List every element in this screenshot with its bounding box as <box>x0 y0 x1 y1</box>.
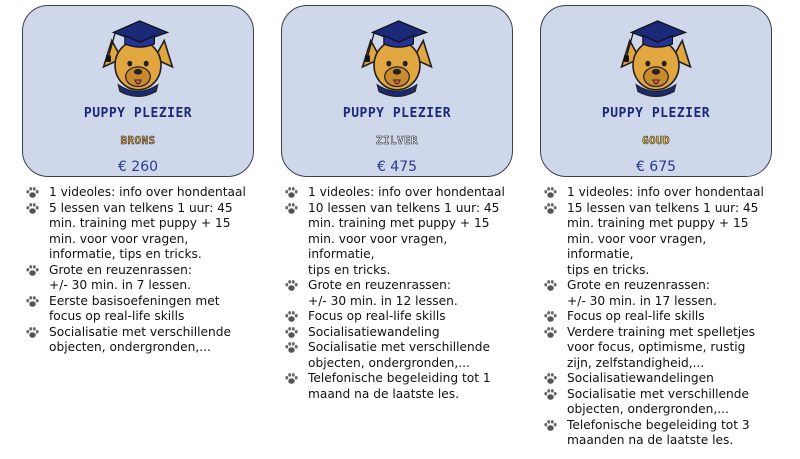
feature-list <box>281 185 517 402</box>
paw-icon <box>25 295 40 308</box>
feature-item: 1 videoles: info over hondentaal <box>540 185 776 201</box>
feature-list <box>22 185 258 356</box>
paw-icon <box>284 341 299 354</box>
graduation-dog-icon <box>97 16 179 98</box>
tier-label: GOUD <box>641 134 671 147</box>
paw-icon <box>543 326 558 339</box>
paw-icon <box>543 186 558 199</box>
brand-title: PUPPY PLEZIER <box>601 106 711 121</box>
feature-list <box>540 185 776 449</box>
feature-item: Socialisatie met verschillende objecten, ondergronden,... <box>540 387 776 418</box>
feature-item: Socialisatie met verschillende objecten, ondergronden,... <box>281 340 517 371</box>
paw-icon <box>25 202 40 215</box>
feature-item: 1 videoles: info over hondentaal <box>22 185 258 201</box>
paw-icon <box>284 326 299 339</box>
brand-title: PUPPY PLEZIER <box>83 106 193 121</box>
paw-icon <box>543 279 558 292</box>
paw-icon <box>543 372 558 385</box>
feature-item: Verdere training met spelletjes voor focus, optimisme, rustig zijn, zelfstandigheid,... <box>540 325 776 372</box>
feature-item: Telefonische begeleiding tot 3 maanden na de laatste les. <box>540 418 776 449</box>
feature-item: 5 lessen van telkens 1 uur: 45 min. training met puppy + 15 min. voor voor vragen, informatie, tips en tricks. <box>22 201 258 263</box>
package-goud <box>540 5 776 449</box>
package-card <box>22 5 254 177</box>
feature-item: 15 lessen van telkens 1 uur: 45 min. training met puppy + 15 min. voor voor vragen, informatie, tips en tricks. <box>540 201 776 279</box>
brand-title: PUPPY PLEZIER <box>342 106 452 121</box>
paw-icon <box>284 202 299 215</box>
paw-icon <box>543 419 558 432</box>
paw-icon <box>25 264 40 277</box>
paw-icon <box>543 388 558 401</box>
feature-item: Socialisatie met verschillende objecten, ondergronden,... <box>22 325 258 356</box>
package-brons <box>22 5 258 356</box>
feature-item: Telefonische begeleiding tot 1 maand na de laatste les. <box>281 371 517 402</box>
feature-item: Focus op real-life skills <box>540 309 776 325</box>
graduation-dog-icon <box>615 16 697 98</box>
feature-item: 1 videoles: info over hondentaal <box>281 185 517 201</box>
paw-icon <box>543 202 558 215</box>
paw-icon <box>25 186 40 199</box>
paw-icon <box>25 326 40 339</box>
paw-icon <box>284 186 299 199</box>
paw-icon <box>543 310 558 323</box>
feature-item: Eerste basisoefeningen met focus op real-life skills <box>22 294 258 325</box>
feature-item: Grote en reuzenrassen: +/- 30 min. in 17 lessen. <box>540 278 776 309</box>
feature-item: Grote en reuzenrassen: +/- 30 min. in 7 lessen. <box>22 263 258 294</box>
feature-item: Socialisatiewandeling <box>281 325 517 341</box>
paw-icon <box>284 310 299 323</box>
tier-label: ZILVER <box>375 134 419 147</box>
graduation-dog-icon <box>356 16 438 98</box>
package-card <box>540 5 772 177</box>
package-zilver <box>281 5 517 402</box>
price: € 260 <box>117 159 159 175</box>
price: € 675 <box>635 159 677 175</box>
package-card <box>281 5 513 177</box>
feature-item: 10 lessen van telkens 1 uur: 45 min. training met puppy + 15 min. voor voor vragen, informatie, tips en tricks. <box>281 201 517 279</box>
tier-label: BRONS <box>120 134 156 147</box>
price: € 475 <box>376 159 418 175</box>
paw-icon <box>284 279 299 292</box>
feature-item: Focus op real-life skills <box>281 309 517 325</box>
feature-item: Grote en reuzenrassen: +/- 30 min. in 12 lessen. <box>281 278 517 309</box>
feature-item: Socialisatiewandelingen <box>540 371 776 387</box>
paw-icon <box>284 372 299 385</box>
